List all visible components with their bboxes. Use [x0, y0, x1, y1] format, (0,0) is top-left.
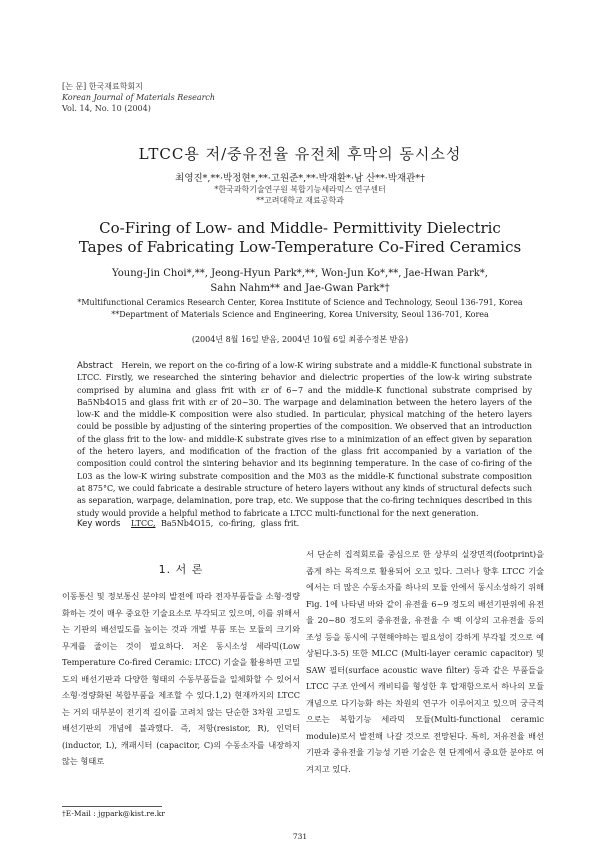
section-heading: 1. 서 론 [158, 563, 204, 576]
english-title-line: Co-Firing of Low- and Middle- Permittivity Dielectric [99, 219, 501, 237]
page-number: 731 [292, 832, 308, 841]
english-title-line: Tapes of Fabricating Low-Temperature Co-Fired Ceramics [78, 238, 522, 256]
body-text-right-column: 서 단순히 집적회로를 중심으로 한 상부의 실장면적(footprint)을 좁게 하는 목적으로 활용되어 오고 있다. 그러나 향후 LTCC 기술에서는 더 많은 수동소자를 하나의 모듈 안에서 동시소성하기 위해 Fig. 1에 나타낸 바와 같이 유전율 6~9 정도의 배선기판위에 유전율 20~80 정도의 중유전율, 유전율 수 백 이상의 고유전율 등의 조성 등을 동시에 구현해야하는 필요성이 강하게 부각될 것으로 예상된다.3-5) 또한 MLCC (Multi-layer ceramic capacitor) 및 SAW 필터(surface acoustic wave filter) 등과 같은 부품들을 LTCC 구조 안에서 캐비티를 형성한 후 탑재함으로서 하나의 모듈 개념으로 다기능화 하는 차원의 연구가 이루어지고 있으며 궁극적으로는 복합기능 세라믹 모듈(Multi-functional ceramic module)로서 발전해 나갈 것으로 전망된다. 특히, 저유전율 배선기판과 중유전율 기능성 기판 기술은 현 단계에서 중요한 분야로 여겨지고 있다. [306, 549, 544, 774]
keyword: co-firing, [218, 519, 256, 528]
keywords-label: Key words [77, 519, 121, 529]
journal-volume: Vol. 14, No. 10 (2004) [62, 104, 151, 113]
footnote: †E-Mail : jgpark@kist.re.kr [62, 809, 165, 818]
english-title [0, 219, 600, 257]
korean-affiliations [0, 184, 600, 206]
english-affiliations [0, 297, 600, 321]
abstract-text: Herein, we report on the co-firing of a low-K wiring substrate and a middle-K functional substrate in LTCC. Firstly, we researched the sintering behavior and dielectric properties of the low-k wiring substrate comprised by alumina and glass frit with εr of 6~7 and the middle-K functional substrate comprised by Ba5Nb4O15 and glass frit with εr of 20~30. The warpage and delamination between the hetero layers of the low-K and the middle-K composition were also studied. In particular, physical matching of the hetero layers could be possible by adjusting of the sintering properties of the composition. We observed that an introduction of the glass frit to the low- and middle-K substrate gives rise to a minimization of an effect given by separation of the hetero layers, and modification of the fraction of the glass frit accompanied by a variation of the composition could control the sintering behavior and its beginning temperature. In the case of co-firing of the L03 as the low-K wiring substrate composition and the M03 as the middle-K functional substrate composition at 875°C, we could fabricate a desirable structure of hetero layers without any kinds of structural defects such as separation, warpage, delamination, pore trap, etc. We suppose that the co-firing techniques described in this study would provide a helpful method to fabricate a LTCC multi-functional for the next generation. [77, 361, 532, 518]
korean-affiliation: *한국과학기술연구원 복합기능세라믹스 연구센터 [214, 185, 386, 194]
keywords [77, 519, 302, 529]
body-text-left-column: 이동통신 및 정보통신 분야의 발전에 따라 전자부품들을 소형·경량화하는 것이 매우 중요한 기술요소로 부각되고 있으며, 이를 위해서는 기판의 배선밀도를 높이는 것과 개별 부품 또는 모듈의 크기와 무게를 줄이는 것이 필요하다. 저온 동시소성 세라믹(Low Temperature Co-fired Ceramic: LTCC) 기술을 활용하면 고밀도의 배선기판과 다양한 형태의 수동부품들을 일체화할 수 있어서 소형·경량화된 복합부품을 제조할 수 있다.1,2) 현재까지의 LTCC는 거의 대부분이 전기적 길이를 고려치 않는 단순한 3차원 고밀도 배선기판의 개념에 불과했다. 즉, 저항(resistor, R), 인덕터(inductor, L), 캐패시터 (capacitor, C)의 수동소자를 내장하지 않는 형태로 [62, 591, 300, 766]
korean-title: LTCC용 저/중유전율 유전체 후막의 동시소성 [138, 145, 462, 163]
abstract [77, 360, 532, 520]
english-affiliation: **Department of Materials Science and Engineering, Korea University, Seoul 136-701, Korea [111, 310, 489, 319]
english-authors [0, 266, 600, 296]
keyword: glass frit. [260, 519, 300, 528]
received-dates: (2004년 8월 16일 받음, 2004년 10월 6일 최종수정본 받음) [191, 335, 409, 344]
keyword: LTCC, [130, 519, 156, 528]
english-affiliation: *Multifunctional Ceramics Research Center, Korea Institute of Science and Technology, Seoul 136-791, Korea [77, 298, 523, 307]
journal-label-korean: [논 문] 한국재료학회지 [62, 82, 143, 91]
journal-header [62, 81, 215, 114]
korean-affiliation: **고려대학교 재료공학과 [256, 196, 344, 205]
journal-name-english: Korean Journal of Materials Research [62, 93, 216, 102]
korean-authors: 최영진*,**·박정현*,**·고원준*,**·박재환*·남 산**·박재관*† [175, 173, 425, 184]
abstract-label: Abstract [77, 361, 113, 371]
english-authors-line: Young-Jin Choi*,**, Jeong-Hyun Park*,**, Won-Jun Ko*,**, Jae-Hwan Park*, [112, 268, 488, 279]
keyword: Ba5Nb4O15, [161, 519, 214, 528]
english-authors-line: Sahn Nahm** and Jae-Gwan Park*† [210, 283, 390, 294]
footnote-rule [62, 806, 162, 807]
